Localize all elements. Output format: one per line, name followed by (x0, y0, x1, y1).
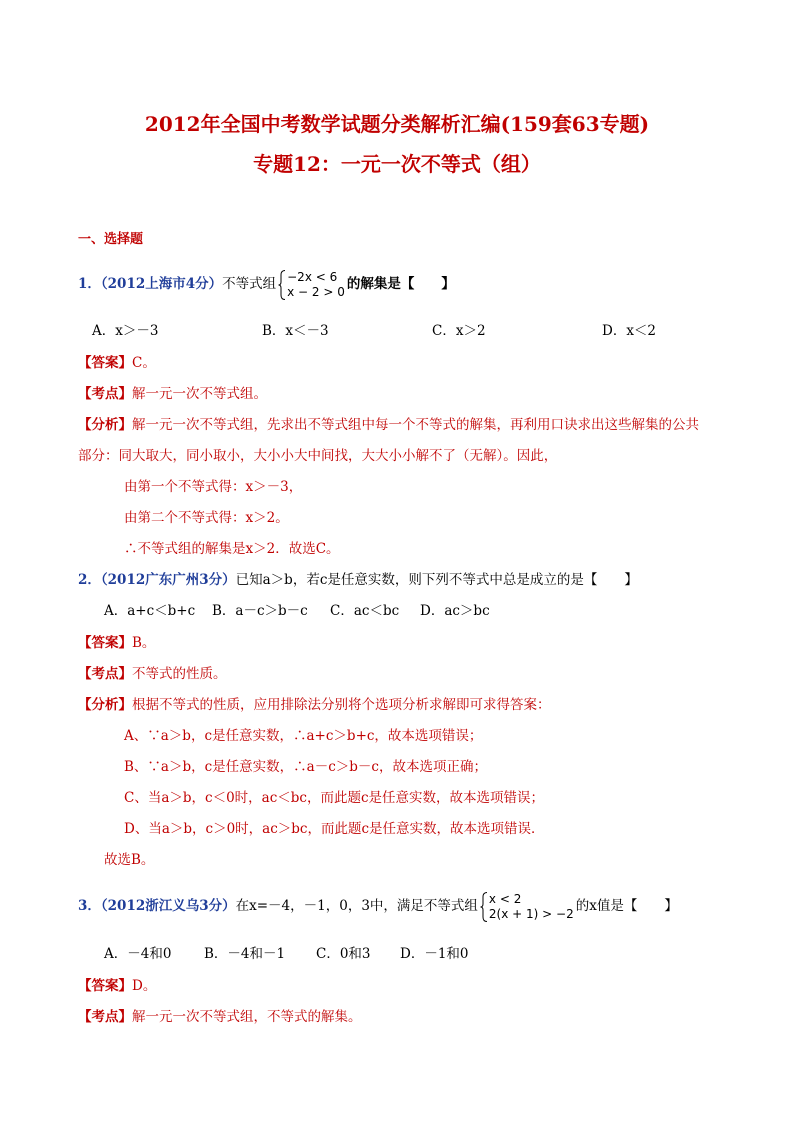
system-row-1: −2x < 6 (287, 269, 338, 284)
question-3-stem-after: 的x值是【 】 (575, 898, 678, 914)
brace-icon (278, 270, 286, 300)
q1-option-b: B．x＜－3 (262, 323, 329, 339)
q2-answer: 【答案】B。 (78, 635, 156, 651)
question-1-source: （2012上海市4分） (100, 276, 223, 292)
q2-analysis-line-5: D、当a＞b，c＞0时，ac＞bc，而此题c是任意实数，故本选项错误． (124, 821, 545, 837)
question-2-stem: 已知a＞b，若c是任意实数，则下列不等式中总是成立的是【 】 (235, 572, 638, 588)
q3-option-c: C．0和3 (316, 946, 371, 962)
question-1-stem-after: 的解集是【 】 (346, 276, 455, 292)
answer-label: 【答案】 (78, 355, 132, 371)
system-row-2: x − 2 > 0 (287, 284, 345, 299)
q2-option-d: D．ac＞bc (420, 603, 490, 619)
q1-analysis-line-3: 由第一个不等式得：x＞－3， (124, 479, 303, 495)
q1-analysis-line-4: 由第二个不等式得：x＞2。 (124, 510, 289, 526)
system-row-2: 2(x + 1) > −2 (488, 906, 574, 921)
q2-analysis-line-3: B、∵a＞b，c是任意实数，∴a－c＞b－c，故本选项正确； (124, 759, 487, 775)
question-2 (78, 570, 638, 590)
q1-point: 【考点】解一元一次不等式组。 (78, 386, 267, 402)
q1-answer: 【答案】C。 (78, 355, 156, 371)
q3-point: 【考点】解一元一次不等式组，不等式的解集。 (78, 1009, 362, 1025)
question-3-source: （2012浙江义乌3分） (100, 898, 236, 914)
q1-option-c: C．x＞2 (432, 323, 486, 339)
q3-answer: 【答案】D。 (78, 978, 157, 994)
q2-conclusion: 故选B。 (104, 852, 155, 868)
q1-option-a: A．x＞－3 (92, 323, 159, 339)
q1-analysis-line-2: 部分：同大取大，同小取小，大小小大中间找，大大小小解不了（无解）。因此， (78, 448, 558, 464)
question-1-stem-before: 不等式组 (222, 276, 277, 292)
question-1-inequality-system (278, 270, 345, 300)
question-2-source: （2012广东广州3分） (100, 572, 236, 588)
document-subtitle: 专题12：一元一次不等式（组） (253, 152, 541, 176)
q1-option-d: D．x＜2 (602, 323, 657, 339)
q2-analysis-line-2: A、∵a＞b，c是任意实数，∴a+c＞b+c，故本选项错误； (124, 728, 483, 744)
q2-option-b: B．a－c＞b－c (212, 603, 308, 619)
system-row-1: x < 2 (488, 891, 522, 906)
brace-icon (480, 892, 488, 922)
point-label: 【考点】 (78, 386, 132, 402)
question-3-inequality-system (480, 892, 574, 922)
question-3-stem-before: 在x=－4，－1，0，3中，满足不等式组 (235, 898, 478, 914)
document-title: 2012年全国中考数学试题分类解析汇编(159套63专题) (144, 112, 650, 136)
question-3 (78, 890, 678, 922)
q2-point: 【考点】不等式的性质。 (78, 666, 227, 682)
section-heading: 一、选择题 (78, 232, 144, 247)
q1-analysis: 【分析】解一元一次不等式组，先求出不等式组中每一个不等式的解集，再利用口诀求出这些解集的公共 (78, 417, 699, 433)
question-1 (78, 268, 455, 300)
q1-analysis-line-5: ∴不等式组的解集是x＞2．故选C。 (124, 541, 340, 557)
q2-option-a: A．a+c＜b+c (104, 603, 196, 619)
question-3-number: 3． (78, 898, 101, 914)
q2-option-c: C．ac＜bc (330, 603, 400, 619)
q2-analysis-line-4: C、当a＞b，c＜0时，ac＜bc，而此题c是任意实数，故本选项错误； (124, 790, 545, 806)
q2-analysis: 【分析】根据不等式的性质，应用排除法分别将个选项分析求解即可求得答案： (78, 697, 551, 713)
q3-option-d: D．－1和0 (400, 946, 469, 962)
analysis-label: 【分析】 (78, 417, 132, 433)
question-2-number: 2． (78, 572, 101, 588)
q3-option-a: A．－4和0 (104, 946, 172, 962)
q3-option-b: B．－4和－1 (204, 946, 286, 962)
question-1-number: 1． (78, 276, 101, 292)
